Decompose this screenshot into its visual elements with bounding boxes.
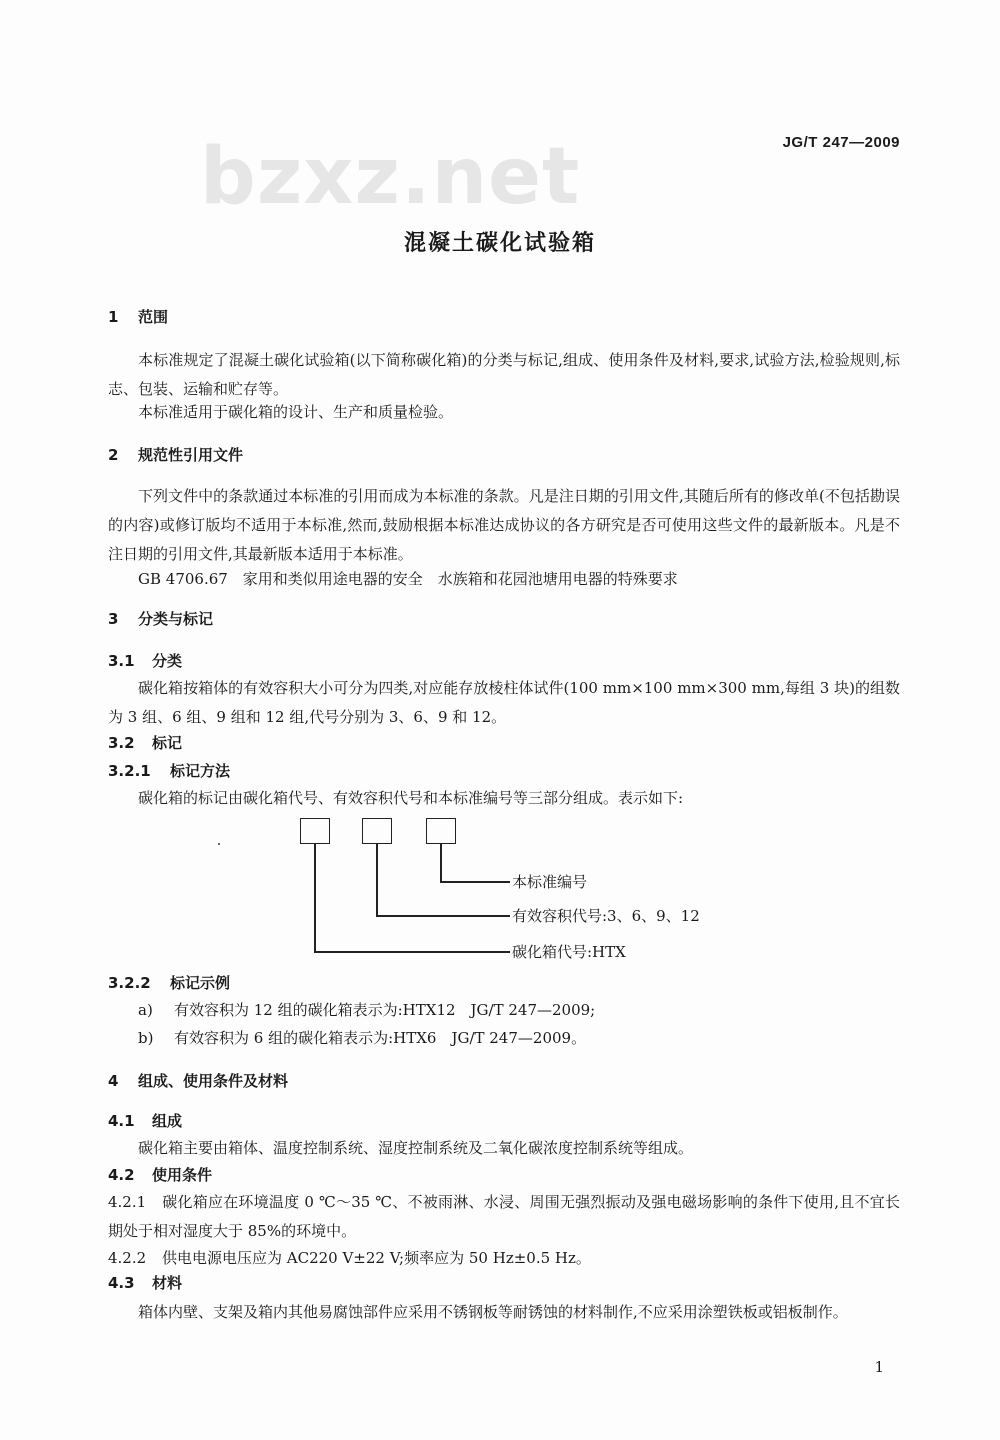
subsection-number: 3.2.1: [108, 762, 151, 780]
section-title: 范围: [138, 308, 169, 326]
section-1-paragraph-2: 本标准适用于碳化箱的设计、生产和质量检验。: [138, 403, 454, 421]
subsection-number: 3.2.2: [108, 974, 151, 992]
subsection-3-2-1-heading: [108, 760, 230, 781]
scan-speck: [218, 843, 220, 845]
example-text: 有效容积为 12 组的碳化箱表示为:HTX12 JG/T 247—2009;: [174, 1001, 596, 1019]
section-number: 4: [108, 1072, 119, 1090]
normative-reference: GB 4706.67 家用和类似用途电器的安全 水族箱和花园池塘用电器的特殊要求: [138, 570, 678, 588]
example-b: [138, 1024, 586, 1053]
section-2-heading: [108, 444, 243, 465]
subsection-number: 4.1: [108, 1112, 135, 1130]
connector-line: [376, 915, 510, 917]
example-text: 有效容积为 6 组的碳化箱表示为:HTX6 JG/T 247—2009。: [174, 1029, 587, 1047]
box-product-code: [300, 818, 330, 844]
clause-text: 碳化箱应在环境温度 0 ℃～35 ℃、不被雨淋、水浸、周围无强烈振动及强电磁场影响的条件下使用,且不宜长期处于相对湿度大于 85%的环境中。: [108, 1193, 900, 1240]
section-title: 规范性引用文件: [138, 446, 244, 464]
subsection-4-2-1-paragraph: [108, 1188, 900, 1246]
document-title: 混凝土碳化试验箱: [403, 231, 596, 256]
clause-number: 4.2.1: [108, 1193, 147, 1211]
subsection-3-1-heading: [108, 650, 182, 671]
connector-line: [440, 881, 510, 883]
watermark: bzxz.net: [200, 132, 581, 222]
label-capacity-code: 有效容积代号:3、6、9、12: [512, 907, 700, 925]
section-title: 分类与标记: [138, 610, 214, 628]
page-number: 1: [874, 1358, 884, 1376]
connector-line: [314, 951, 510, 953]
standard-code: JG/T 247—2009: [782, 134, 900, 151]
example-a: [138, 996, 595, 1025]
subsection-3-2-2-heading: [108, 972, 230, 993]
subsection-3-2-1-paragraph: 碳化箱的标记由碳化箱代号、有效容积代号和本标准编号等三部分组成。表示如下:: [138, 789, 684, 807]
subsection-4-1-heading: [108, 1110, 182, 1131]
subsection-title: 使用条件: [152, 1166, 213, 1184]
label-standard-number: 本标准编号: [512, 873, 588, 891]
section-2-paragraph: 下列文件中的条款通过本标准的引用而成为本标准的条款。凡是注日期的引用文件,其随后所有的修改单(不包括勘误的内容)或修订版均不适用于本标准,然而,鼓励根据本标准达成协议的各方研究是否可使用这些文件的最新版本。凡是不注日期的引用文件,其最新版本适用于本标准。: [108, 487, 900, 563]
clause-number: 4.2.2: [108, 1249, 147, 1267]
connector-line: [314, 844, 316, 952]
list-marker: b): [138, 1029, 154, 1047]
section-number: 2: [108, 446, 119, 464]
subsection-title: 组成: [152, 1112, 183, 1130]
clause-text: 供电电源电压应为 AC220 V±22 V;频率应为 50 Hz±0.5 Hz。: [162, 1249, 591, 1267]
subsection-number: 3.1: [108, 652, 135, 670]
box-standard-number: [426, 818, 456, 844]
section-number: 3: [108, 610, 119, 628]
subsection-3-1-paragraph: 碳化箱按箱体的有效容积大小可分为四类,对应能存放棱柱体试件(100 mm×100 mm×300 mm,每组 3 块)的组数为 3 组、6 组、9 组和 12 组,代号分别为 3、6、9 和 12。: [108, 679, 900, 726]
section-1-paragraph-1: 本标准规定了混凝土碳化试验箱(以下简称碳化箱)的分类与标记,组成、使用条件及材料,要求,试验方法,检验规则,标志、包装、运输和贮存等。: [108, 351, 900, 398]
subsection-4-3-paragraph: 箱体内壁、支架及箱内其他易腐蚀部件应采用不锈钢板等耐锈蚀的材料制作,不应采用涂塑铁板或铝板制作。: [138, 1303, 848, 1321]
subsection-title: 标记方法: [170, 762, 231, 780]
subsection-title: 分类: [152, 652, 183, 670]
label-product-code: 碳化箱代号:HTX: [512, 943, 626, 961]
section-number: 1: [108, 308, 119, 326]
subsection-4-2-heading: [108, 1164, 212, 1185]
subsection-4-2-2-paragraph: [108, 1244, 900, 1273]
subsection-4-3-heading: [108, 1272, 182, 1293]
section-3-heading: [108, 608, 213, 629]
subsection-number: 4.2: [108, 1166, 135, 1184]
subsection-title: 标记: [152, 734, 183, 752]
subsection-number: 3.2: [108, 734, 135, 752]
subsection-4-1-paragraph: 碳化箱主要由箱体、温度控制系统、湿度控制系统及二氧化碳浓度控制系统等组成。: [138, 1139, 694, 1157]
subsection-3-2-heading: [108, 732, 182, 753]
subsection-number: 4.3: [108, 1274, 135, 1292]
section-title: 组成、使用条件及材料: [138, 1072, 289, 1090]
section-1-heading: [108, 306, 168, 327]
section-4-heading: [108, 1070, 288, 1091]
list-marker: a): [138, 1001, 153, 1019]
subsection-title: 标记示例: [170, 974, 231, 992]
box-capacity-code: [362, 818, 392, 844]
subsection-title: 材料: [152, 1274, 183, 1292]
connector-line: [376, 844, 378, 916]
connector-line: [440, 844, 442, 882]
